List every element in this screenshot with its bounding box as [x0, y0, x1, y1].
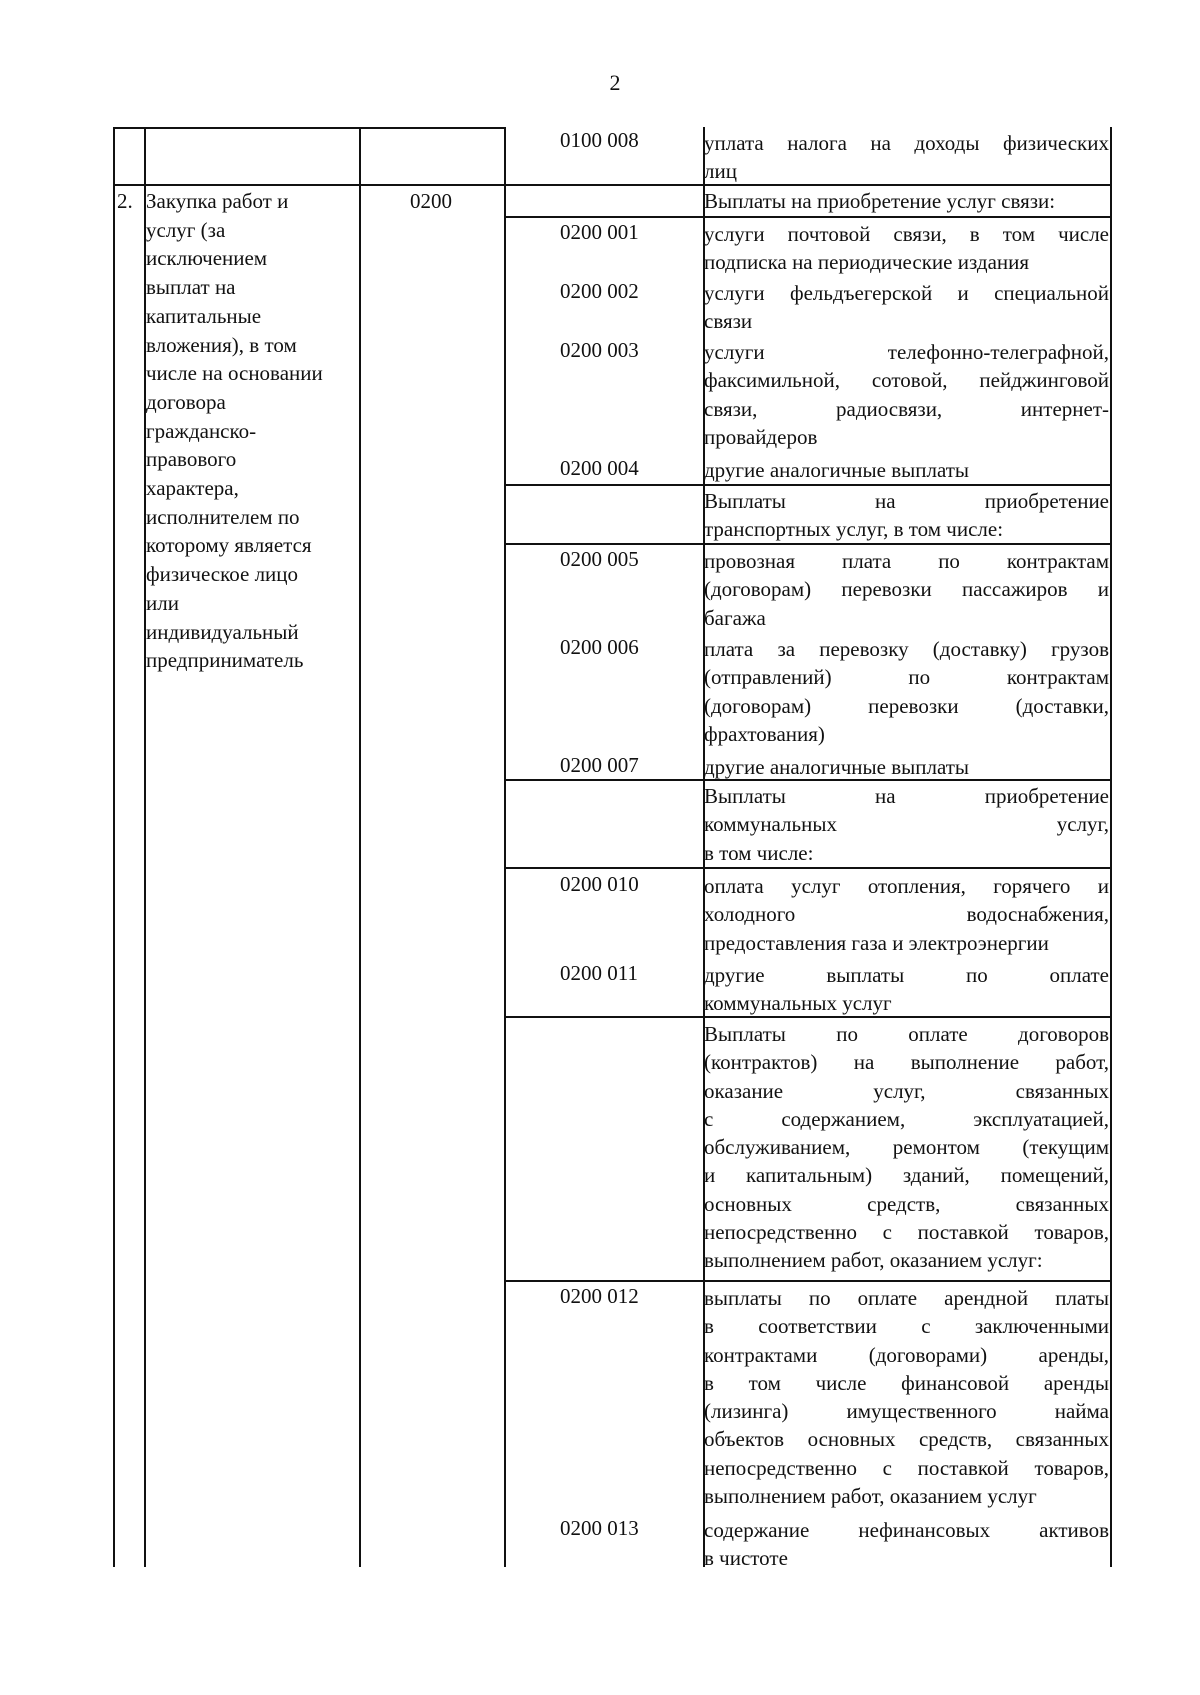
- row-name-line: выплат на: [146, 275, 236, 300]
- entry-line: плата за перевозку (доставку) грузов: [704, 637, 1109, 661]
- entry-line: Выплаты по оплате договоров: [704, 1022, 1109, 1046]
- entry-description: [704, 338, 1109, 451]
- entry-line: (отправлений) по контрактам: [704, 665, 1109, 690]
- entry-line: услуги почтовой связи, в том числе: [704, 222, 1109, 246]
- entry-line: содержание нефинансовых активов: [704, 1518, 1109, 1542]
- entry-line: (договорам) перевозки (доставки,: [704, 693, 1109, 718]
- entry-line: (договорам) перевозки пассажиров и: [704, 577, 1109, 602]
- entry-description: [704, 782, 1109, 867]
- entry-description: [704, 279, 1109, 336]
- row-name-line: индивидуальный: [146, 619, 299, 644]
- row-name-line: физическое лицо: [146, 562, 299, 587]
- entry-description: [704, 456, 1109, 484]
- entry-description: [704, 547, 1109, 632]
- entry-line: услуги телефонно-телеграфной,: [704, 340, 1109, 364]
- entry-description: [704, 1284, 1109, 1510]
- entry-line: коммунальных услуг: [704, 991, 892, 1016]
- row-number: 2.: [117, 189, 133, 213]
- entry-line: багажа: [704, 605, 766, 630]
- entry-description: [704, 129, 1109, 186]
- entry-line: другие аналогичные выплаты: [704, 755, 970, 779]
- entry-code: 0200 003: [560, 338, 639, 362]
- entry-line: провайдеров: [704, 424, 818, 449]
- entry-line: другие аналогичные выплаты: [704, 458, 970, 482]
- entry-line: коммунальных услуг,: [704, 812, 1109, 837]
- entry-line: провозная плата по контрактам: [704, 549, 1109, 573]
- entry-code: 0200 002: [560, 279, 639, 303]
- row-divider: [504, 1280, 1111, 1282]
- row-name-line: гражданско-: [146, 418, 257, 443]
- entry-description: [704, 872, 1109, 957]
- row-name-line: правового: [146, 447, 237, 472]
- entry-code: 0200 013: [560, 1516, 639, 1540]
- entry-line: с содержанием, эксплуатацией,: [704, 1106, 1109, 1131]
- row-name: [146, 187, 361, 675]
- row-name-line: которому является: [146, 533, 312, 558]
- row-name-line: договора: [146, 389, 226, 414]
- entry-code: 0200 011: [560, 961, 638, 985]
- entry-line: оплата услуг отопления, горячего и: [704, 874, 1109, 898]
- table-border-right: [1110, 127, 1112, 1567]
- row-divider: [504, 216, 1111, 218]
- entry-line: в соответствии с заключенными: [704, 1314, 1109, 1339]
- entry-line: лиц: [704, 159, 737, 184]
- entry-line: Выплаты на приобретение: [704, 784, 1109, 808]
- entry-line: подписка на периодические издания: [704, 250, 1030, 275]
- table-top-border: [113, 127, 504, 129]
- entry-line: выполнением работ, оказанием услуг:: [704, 1248, 1043, 1273]
- entry-line: предоставления газа и электроэнергии: [704, 930, 1049, 955]
- row-name-line: характера,: [146, 476, 239, 501]
- entry-line: и капитальным) зданий, помещений,: [704, 1163, 1109, 1188]
- entry-code: 0200 001: [560, 220, 639, 244]
- entry-line: обслуживанием, ремонтом (текущим: [704, 1135, 1109, 1160]
- entry-line: Выплаты на приобретение: [704, 489, 1109, 513]
- entry-line: в том числе:: [704, 840, 814, 865]
- row-name-line: услуг (за: [146, 217, 226, 242]
- row-name-line: исключением: [146, 246, 268, 271]
- entry-line: факсимильной, сотовой, пейджинговой: [704, 368, 1109, 393]
- row-name-line: предприниматель: [146, 648, 304, 673]
- row-name-line: исполнителем по: [146, 504, 300, 529]
- entry-line: (контрактов) на выполнение работ,: [704, 1050, 1109, 1075]
- entry-description: [704, 961, 1109, 1018]
- entry-line: другие выплаты по оплате: [704, 963, 1109, 987]
- entry-description: [704, 187, 1109, 215]
- entry-line: связи: [704, 309, 753, 334]
- entry-line: фрахтования): [704, 721, 825, 746]
- entry-code: 0200 004: [560, 456, 639, 480]
- entry-line: оказание услуг, связанных: [704, 1078, 1109, 1103]
- row-name-line: числе на основании: [146, 361, 323, 386]
- entry-line: непосредственно с поставкой товаров,: [704, 1455, 1109, 1480]
- entry-code: 0200 010: [560, 872, 639, 896]
- entry-description: [704, 220, 1109, 277]
- entry-code: 0100 008: [560, 128, 639, 152]
- entry-line: объектов основных средств, связанных: [704, 1427, 1109, 1452]
- entry-description: [704, 487, 1109, 544]
- entry-description: [704, 1516, 1109, 1573]
- entry-line: контрактами (договорами) аренды,: [704, 1342, 1109, 1367]
- entry-line: в чистоте: [704, 1546, 788, 1571]
- entry-code: 0200 007: [560, 753, 639, 777]
- row-divider: [504, 867, 1111, 869]
- entry-line: Выплаты на приобретение услуг связи:: [704, 189, 1056, 213]
- entry-code: 0200 006: [560, 635, 639, 659]
- entry-line: связи, радиосвязи, интернет-: [704, 396, 1109, 421]
- entry-line: (лизинга) имущественного найма: [704, 1399, 1109, 1424]
- entry-line: основных средств, связанных: [704, 1191, 1109, 1216]
- entry-line: транспортных услуг, в том числе:: [704, 517, 1004, 542]
- row-name-line: вложения), в том: [146, 332, 297, 357]
- row-name-line: капитальные: [146, 303, 262, 328]
- entry-line: выполнением работ, оказанием услуг: [704, 1484, 1037, 1509]
- row-name-line: или: [146, 590, 179, 615]
- entry-line: непосредственно с поставкой товаров,: [704, 1220, 1109, 1245]
- row-name-line: Закупка работ и: [146, 189, 289, 213]
- entry-line: услуги фельдъегерской и специальной: [704, 281, 1109, 305]
- entry-line: выплаты по оплате арендной платы: [704, 1286, 1109, 1310]
- entry-line: холодного водоснабжения,: [704, 902, 1109, 927]
- page-number: 2: [609, 70, 621, 95]
- table-divider-group: [504, 127, 506, 1567]
- entry-description: [704, 753, 1109, 781]
- row-group-code: 0200: [410, 189, 452, 213]
- table-border-left: [113, 127, 115, 1567]
- entry-line: уплата налога на доходы физических: [704, 131, 1109, 155]
- entry-line: в том числе финансовой аренды: [704, 1370, 1109, 1395]
- entry-code: 0200 005: [560, 547, 639, 571]
- entry-code: 0200 012: [560, 1284, 639, 1308]
- entry-description: [704, 1020, 1109, 1275]
- entry-description: [704, 635, 1109, 748]
